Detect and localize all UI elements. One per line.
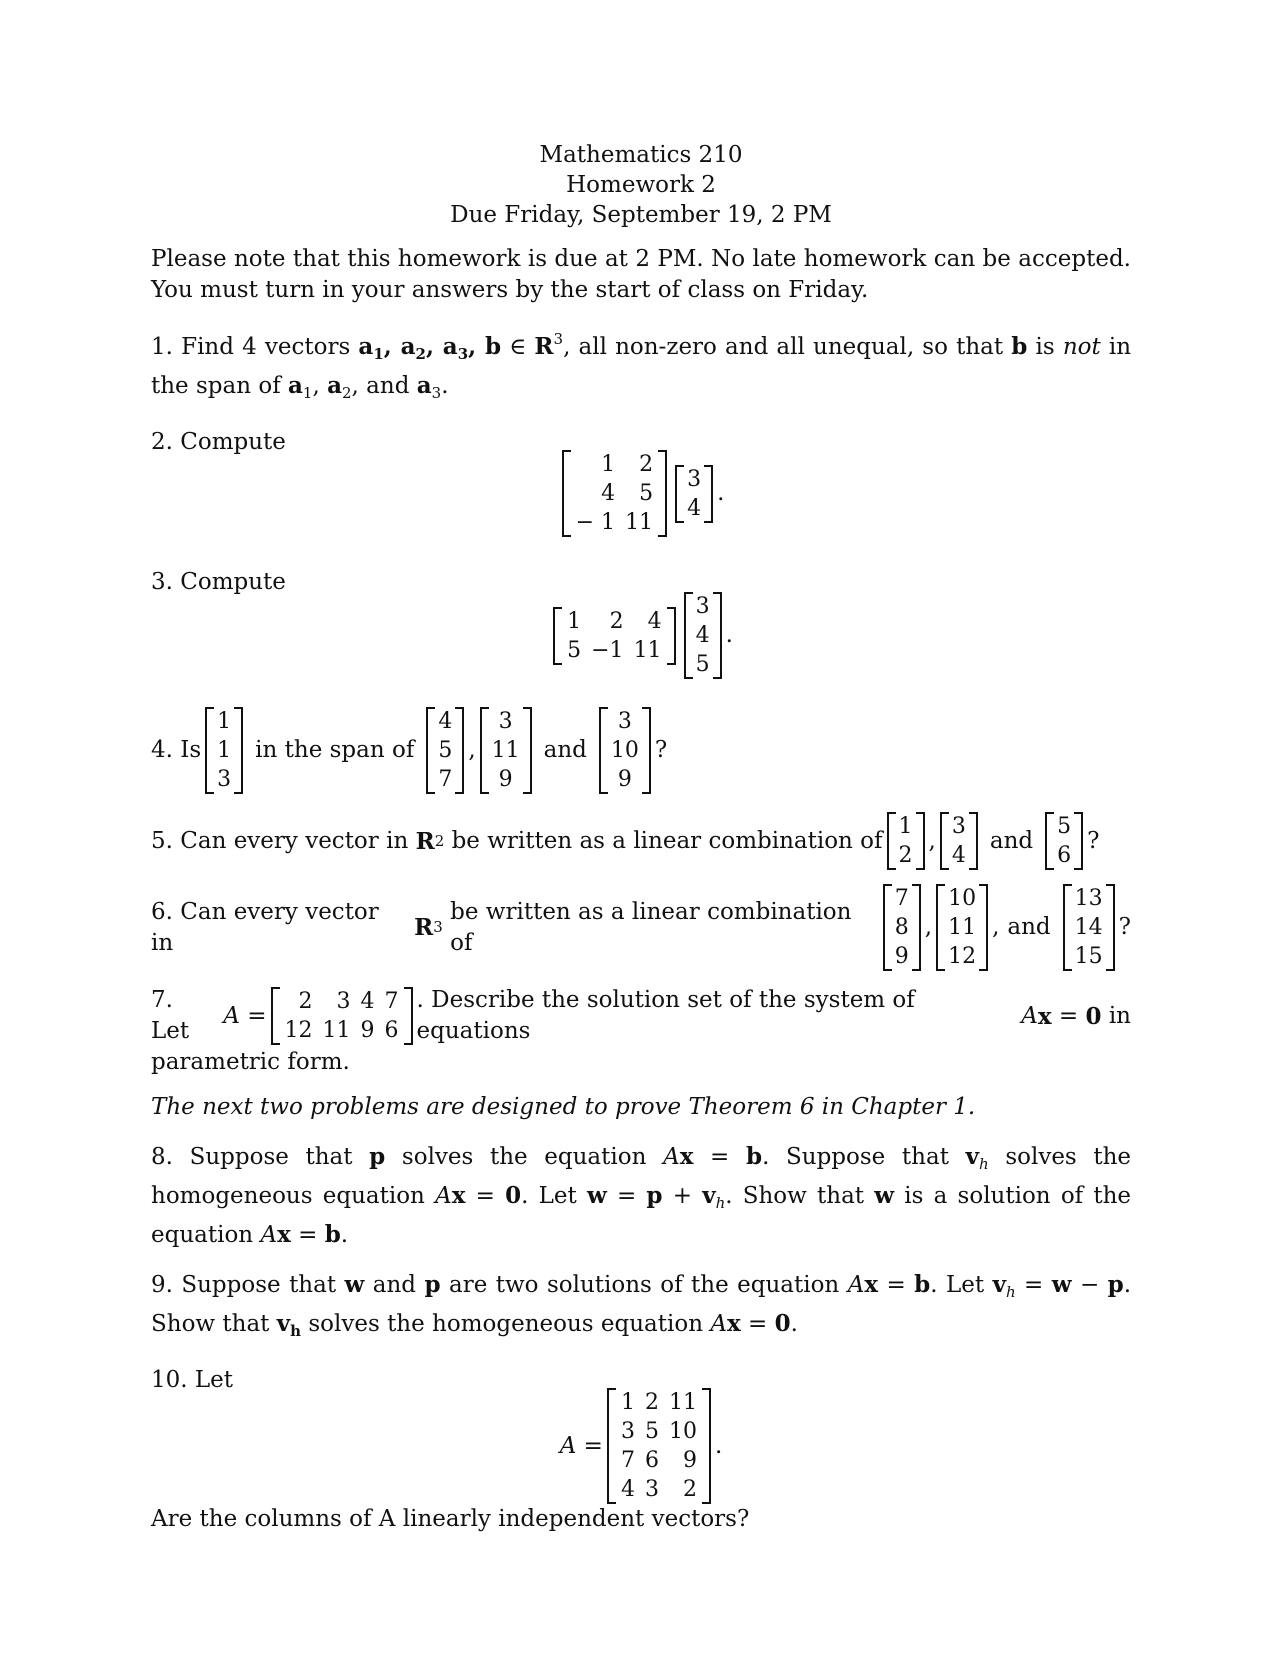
p6-v2: 10 11 12 — [936, 884, 988, 971]
p5-v2: 3 4 — [940, 812, 978, 870]
course-title: Mathematics 210 — [539, 142, 743, 168]
problem-8: 8. Suppose that p solves the equation Ax = b. Suppose that $v_h$ solves the homogeneous equation Ax = 0. Let $w = p + v_h$. Show that w is a solution of the equation Ax = b. — [151, 1143, 1132, 1248]
due-date: Due Friday, September 19, 2 PM — [450, 202, 832, 228]
p4-a3: 3 10 9 — [599, 707, 651, 794]
p10-matrix: 1 2 11 3 5 10 7 6 9 4 3 2 — [607, 1388, 711, 1504]
p2-matrix: 1 2 4 5 − 1 11 — [562, 450, 667, 537]
p4-vector: 1 1 3 — [205, 707, 243, 794]
problem-5: 5. Can every vector in R 2 be written as a linear combination of 1 2 , 3 4 and 5 6 ? — [151, 814, 1100, 868]
problem-3: 3. Compute 1 2 4 5 −1 11 3 4 5 . — [151, 569, 733, 677]
p7-matrix: 2 3 4 7 12 11 9 6 — [271, 987, 413, 1045]
problem-2: 2. Compute 1 2 4 5 − 1 11 3 4 . — [151, 429, 725, 535]
homework-page — [151, 140, 1131, 1535]
p3-vector: 3 4 5 — [684, 592, 722, 679]
problem-9: 9. Suppose that w and p are two solutions of the equation Ax = b. Let $v_h = w - p$. Show that $v_h$ solves the homogeneous equation Ax = 0. — [151, 1271, 1132, 1340]
p5-v1: 1 2 — [887, 812, 925, 870]
header — [151, 140, 1131, 230]
p10-question: Are the columns of A linearly independent vectors? — [151, 1506, 750, 1532]
assignment-title: Homework 2 — [566, 172, 716, 198]
problem-10: 10. Let A = 1 2 11 3 5 10 7 6 9 4 3 2 . Are the columns of A linearly independent vectors? — [151, 1365, 1131, 1535]
p5-v3: 5 6 — [1045, 812, 1083, 870]
p3-matrix: 1 2 4 5 −1 11 — [553, 607, 675, 665]
p4-a2: 3 11 9 — [480, 707, 532, 794]
problem-6: 6. Can every vector in R 3 be written as a linear combination of 7 8 9 , 10 11 12 , and 13 14 15 ? — [151, 886, 1131, 969]
problem-7: 7. Let A = 2 3 4 7 12 11 9 6 . Describe the solution set of the system of equations A x = 0 in parametric form. — [151, 987, 1131, 1075]
intro-note: Please note that this homework is due at 2 PM. No late homework can be accepted. You must turn in your answers by the start of class on Friday. — [151, 246, 1131, 303]
p2-vector: 3 4 — [675, 465, 713, 523]
p6-v3: 13 14 15 — [1063, 884, 1115, 971]
problem-4: 4. Is 1 1 3 in the span of 4 5 7 , 3 11 9 and 3 10 9 ? — [151, 709, 668, 792]
problem-1: 1. Find 4 vectors $a_1$, $a_2$, $a_3$, b ∈ $R^3$, all non-zero and all unequal, so that b is not in the span of $a_1$, $a_2$, and $a_3$. — [151, 330, 1132, 402]
note: The next two problems are designed to prove Theorem 6 in Chapter 1. — [151, 1094, 976, 1120]
p6-v1: 7 8 9 — [883, 884, 921, 971]
p4-a1: 4 5 7 — [426, 707, 464, 794]
